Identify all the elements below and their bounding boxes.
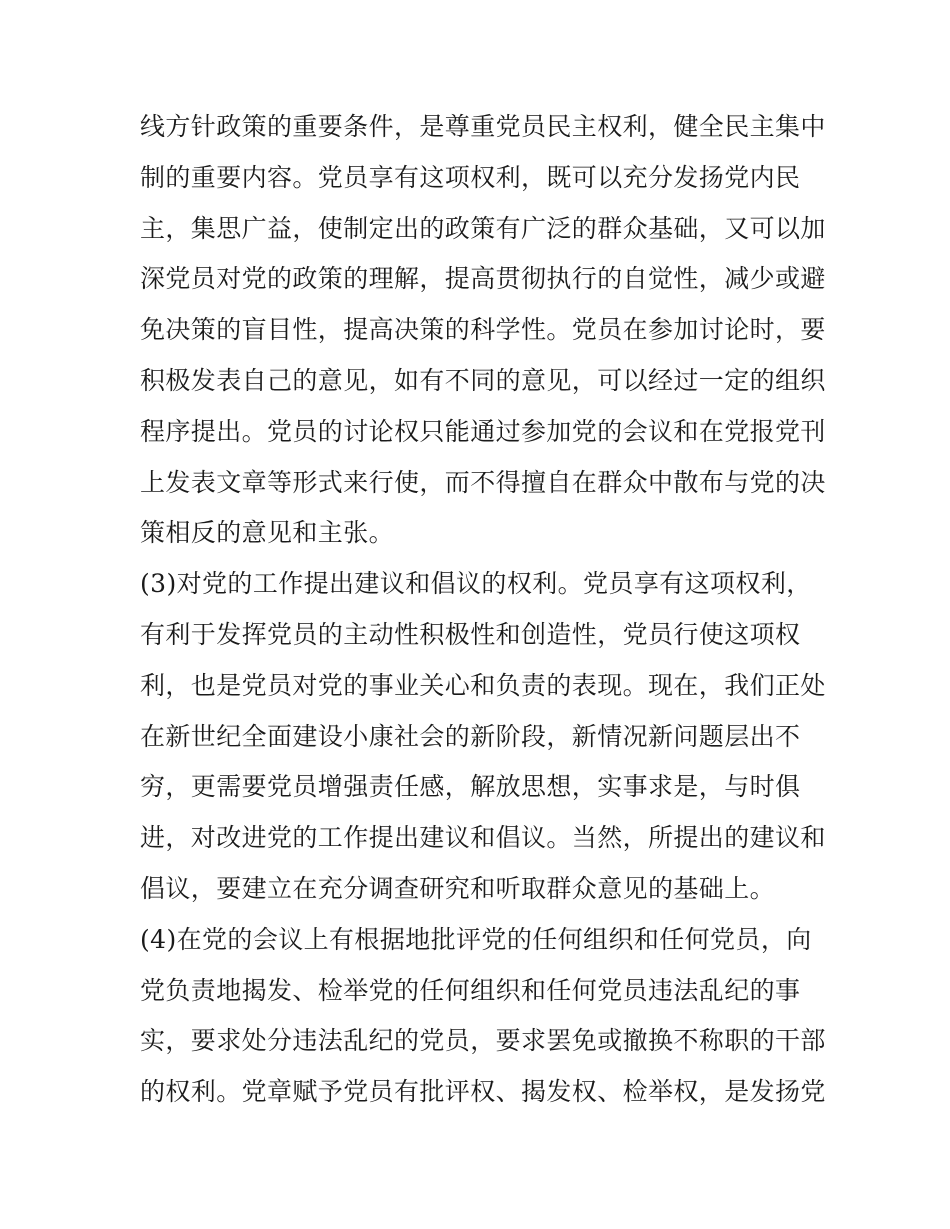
text-line: (3)对党的工作提出建议和倡议的权利。党员享有这项权利， — [140, 569, 812, 599]
text-line: 利，也是党员对党的事业关心和负责的表现。现在，我们正处 — [140, 670, 826, 700]
text-line: 线方针政策的重要条件，是尊重党员民主权利，健全民主集中 — [140, 112, 826, 141]
text-line: 免决策的盲目性，提高决策的科学性。党员在参加讨论时，要 — [140, 315, 826, 345]
text-line: (4)在党的会议上有根据地批评党的任何组织和任何党员，向 — [140, 924, 812, 954]
text-line: 倡议，要建立在充分调查研究和听取群众意见的基础上。 — [140, 873, 776, 903]
text-line: 积极发表自己的意见，如有不同的意见，可以经过一定的组织 — [140, 365, 826, 395]
text-line: 进，对改进党的工作提出建议和倡议。当然，所提出的建议和 — [140, 823, 826, 853]
text-line: 在新世纪全面建设小康社会的新阶段，新情况新问题层出不 — [140, 721, 801, 751]
text-line: 程序提出。党员的讨论权只能通过参加党的会议和在党报党刊 — [140, 416, 826, 446]
text-line: 的权利。党章赋予党员有批评权、揭发权、检举权，是发扬党 — [140, 1077, 826, 1107]
text-line: 有利于发挥党员的主动性积极性和创造性，党员行使这项权 — [140, 619, 801, 649]
text-line: 实，要求处分违法乱纪的党员，要求罢免或撤换不称职的干部 — [140, 1026, 826, 1056]
text-line: 穷，更需要党员增强责任感，解放思想，实事求是，与时俱 — [140, 772, 801, 802]
text-line: 深党员对党的政策的理解，提高贯彻执行的自觉性，减少或避 — [140, 264, 826, 294]
text-line: 上发表文章等形式来行使，而不得擅自在群众中散布与党的决 — [140, 467, 826, 497]
text-line: 党负责地揭发、检举党的任何组织和任何党员违法乱纪的事 — [140, 975, 801, 1005]
text-line: 策相反的意见和主张。 — [140, 518, 395, 548]
text-line: 制的重要内容。党员享有这项权利，既可以充分发扬党内民 — [140, 162, 801, 192]
text-line: 主，集思广益，使制定出的政策有广泛的群众基础，又可以加 — [140, 213, 826, 243]
body-text — [140, 102, 826, 1118]
